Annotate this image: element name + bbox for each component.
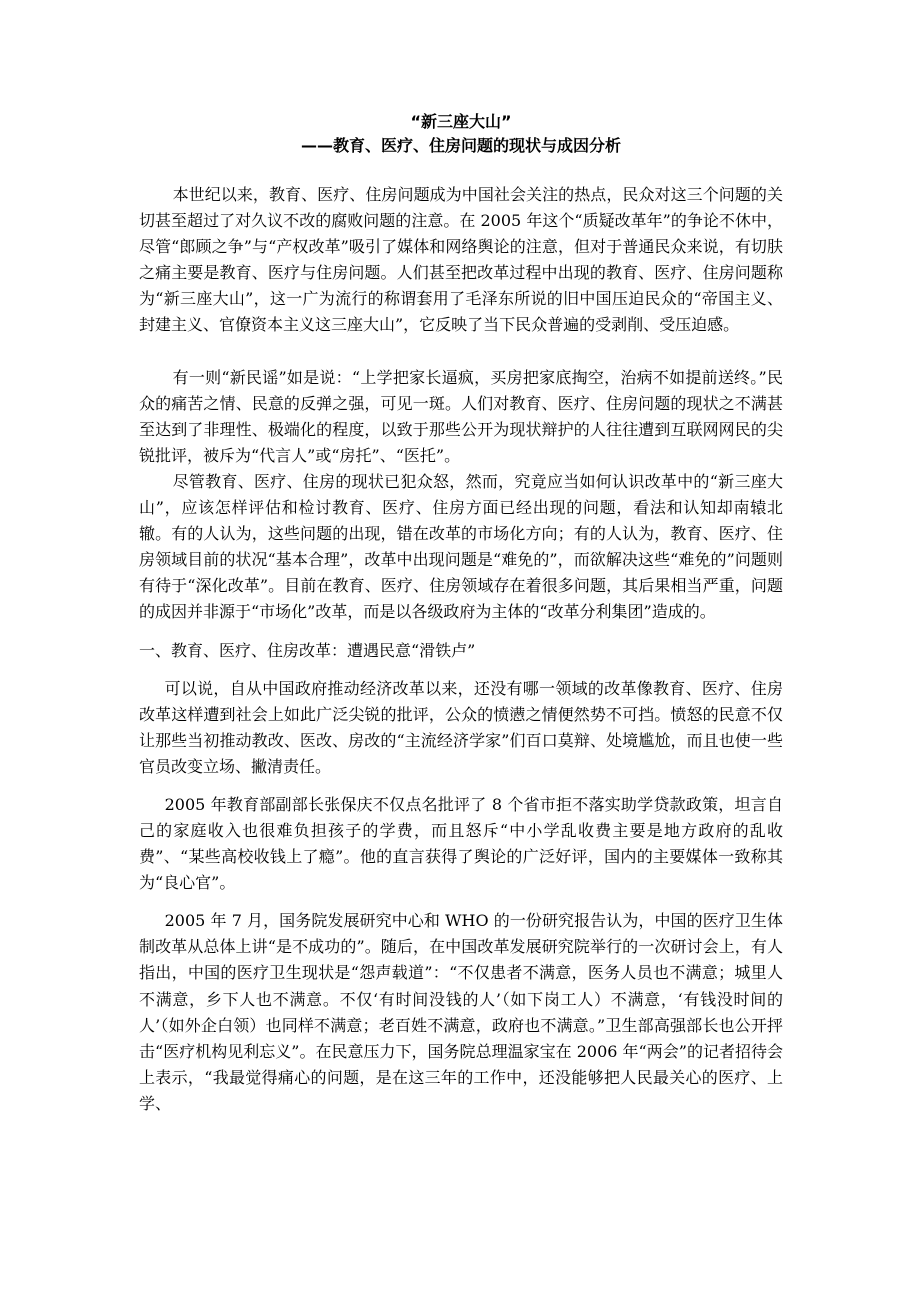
paragraph-spacer — [139, 896, 783, 908]
paragraph-intro: 本世纪以来，教育、医疗、住房问题成为中国社会关注的热点，民众对这三个问题的关切甚至超过了对久议不改的腐败问题的注意。在 2005 年这个“质疑改革年”的争论不休中，尽管“郎顾之争”与“产权改革”吸引了媒体和网络舆论的注意，但对于普通民众来说，有切肤之痛主要是教育、医疗与住房问题。人们甚至把改革过程中出现的教育、医疗、住房问题称为“新三座大山”，这一广为流行的称谓套用了毛泽东所说的旧中国压迫民众的“帝国主义、封建主义、官僚资本主义这三座大山”，它反映了当下民众普遍的受剥削、受压迫感。 — [139, 185, 783, 335]
paragraph-folk-rhyme: 有一则“新民谣”如是说：“上学把家长逼疯，买房把家底掏空，治病不如提前送终。”民众的痛苦之情、民意的反弹之强，可见一斑。人们对教育、医疗、住房问题的现状之不满甚至达到了非理性、极端化的程度，以致于那些公开为现状辩护的人往往遭到互联网网民的尖锐批评，被斥为“代言人”或“房托”、“医托”。 — [139, 367, 783, 465]
paragraph-education-official: 2005 年教育部副部长张保庆不仅点名批评了 8 个省市拒不落实助学贷款政策，坦言自己的家庭收入也很难负担孩子的学费，而且怒斥“中小学乱收费主要是地方政府的乱收费”、“某些高校收钱上了瘾”。他的直言获得了舆论的广泛好评，国内的主要媒体一致称其为“良心官”。 — [139, 794, 783, 893]
paragraph-public-criticism: 可以说，自从中国政府推动经济改革以来，还没有哪一领域的改革像教育、医疗、住房改革这样遭到社会上如此广泛尖锐的批评，公众的愤懑之情便然势不可挡。愤怒的民意不仅让那些当初推动教改、医改、房改的“主流经济学家”们百口莫辩、处境尴尬，而且也使一些官员改变立场、撇清责任。 — [139, 678, 783, 776]
section-heading: 一、教育、医疗、住房改革：遭遇民意“滑铁卢” — [139, 640, 476, 660]
paragraph-spacer — [139, 780, 783, 792]
paragraph-analysis: 尽管教育、医疗、住房的现状已犯众怒，然而，究竟应当如何认识改革中的“新三座大山”，应该怎样评估和检讨教育、医疗、住房方面已经出现的问题，看法和认知却南辕北辙。有的人认为，这些问题的出现，错在改革的市场化方向；有的人认为，教育、医疗、住房领域目前的状况“基本合理”，改革中出现问题是“难免的”，而欲解决这些“难免的”问题则有待于“深化改革”。目前在教育、医疗、住房领域存在着很多问题，其后果相当严重，问题的成因并非源于“市场化”改革，而是以各级政府为主体的“改革分利集团”造成的。 — [139, 471, 783, 622]
paragraph-spacer — [139, 626, 783, 638]
document-title: “新三座大山” — [410, 112, 512, 131]
paragraph-spacer — [139, 339, 783, 365]
document-page — [139, 110, 783, 1117]
paragraph-medical-reform: 2005 年 7 月，国务院发展研究中心和 WHO 的一份研究报告认为，中国的医疗卫生体制改革从总体上讲“是不成功的”。随后，在中国改革发展研究院举行的一次研讨会上，有人指出，中国的医疗卫生现状是“怨声载道”：“不仅患者不满意，医务人员也不满意；城里人不满意，乡下人也不满意。不仅‘有时间没钱的人’（如下岗工人）不满意，‘有钱没时间的人’（如外企白领）也同样不满意；老百姓不满意，政府也不满意。”卫生部高强部长也公开抨击“医疗机构见利忘义”。在民意压力下，国务院总理温家宝在 2006 年“两会”的记者招待会上表示，“我最觉得痛心的问题，是在这三年的工作中，还没能够把人民最关心的医疗、上学、 — [139, 911, 783, 1113]
document-subtitle: ——教育、医疗、住房问题的现状与成因分析 — [300, 136, 621, 155]
paragraph-spacer — [139, 664, 783, 676]
